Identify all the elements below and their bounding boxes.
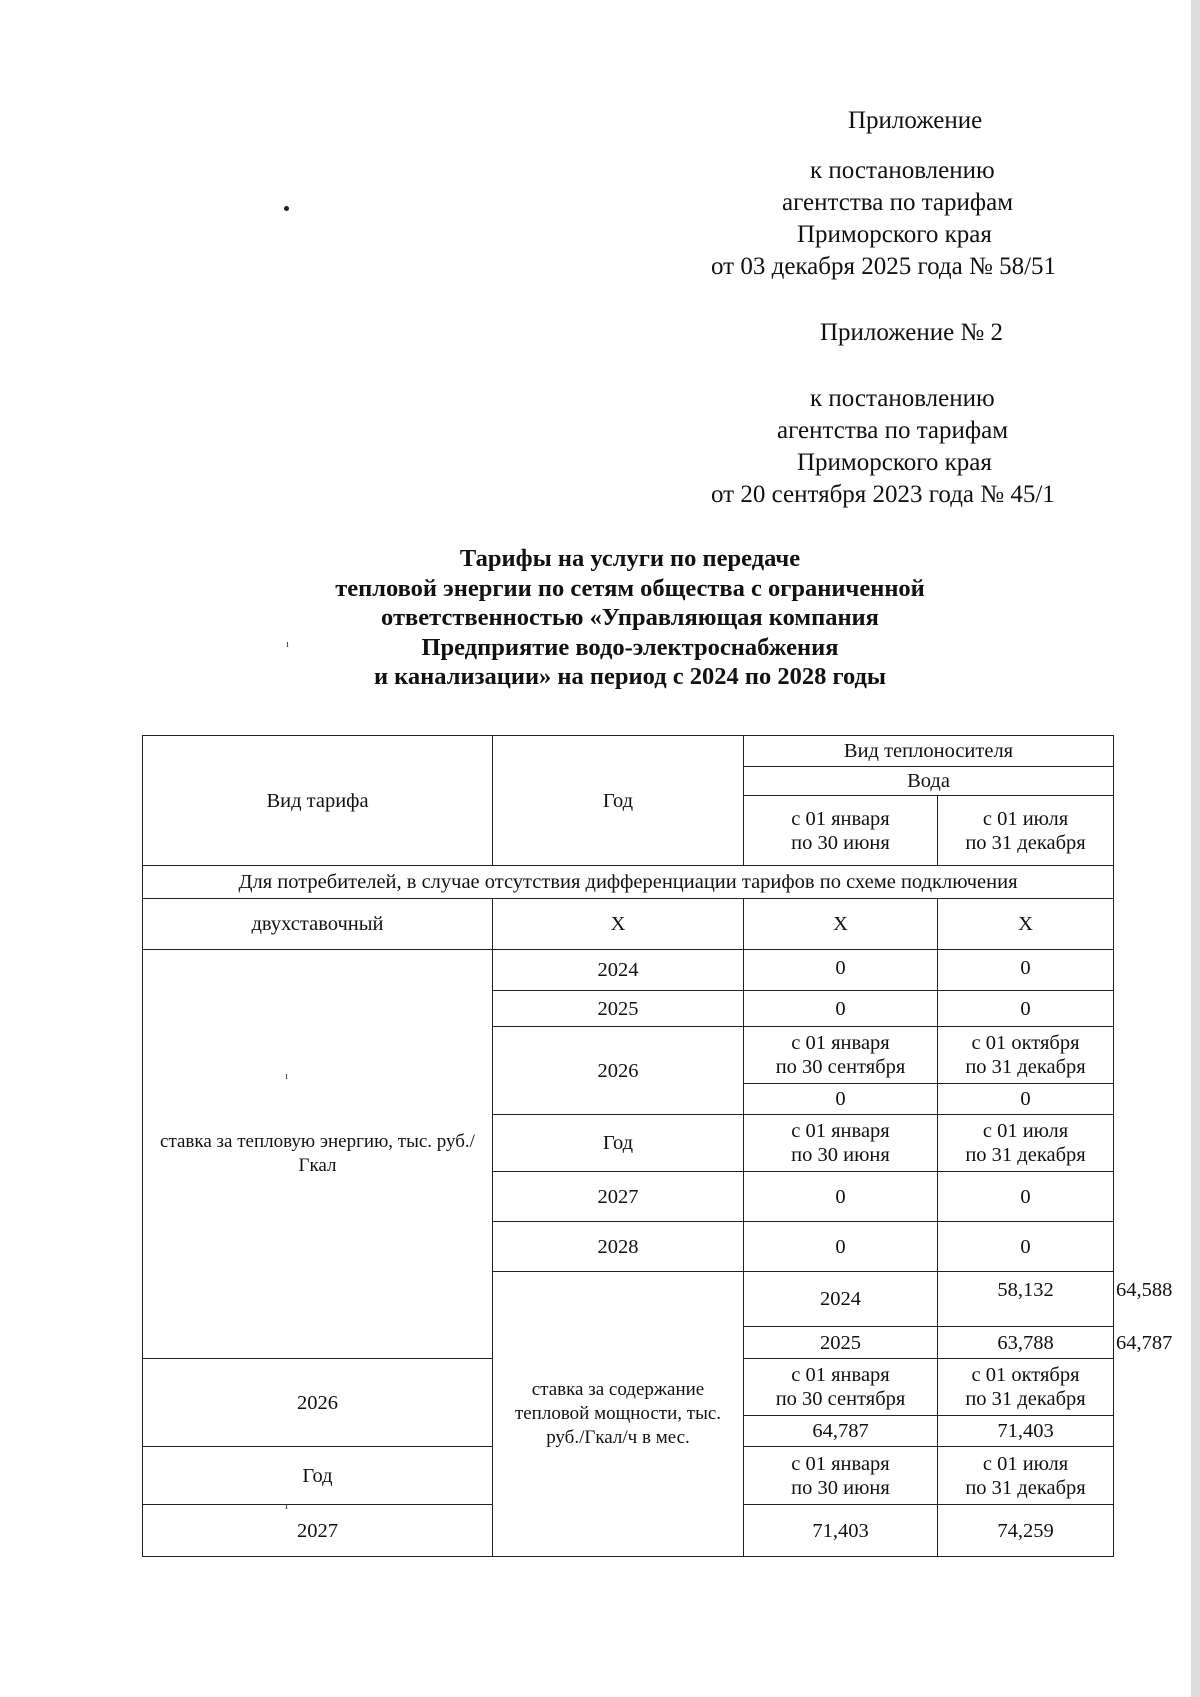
title-line: ответственностью «Управляющая компания — [381, 604, 879, 631]
appendix-title: Приложение № 2 — [820, 319, 1004, 346]
header-carrier: Вид теплоносителя — [744, 736, 1114, 767]
cell-period: с 01 июля по 31 декабря — [938, 1447, 1114, 1505]
row-label-energy-rate: ставка за тепловую энергию, тыс. руб./Гкал — [143, 950, 493, 1359]
cell-year-header: Год — [493, 1115, 744, 1172]
row-label-capacity-rate: ставка за содержание тепловой мощности, тыс. руб./Гкал/ч в мес. — [493, 1272, 744, 1557]
section-title: Для потребителей, в случае отсутствия дифференциации тарифов по схеме подключения — [143, 866, 1114, 899]
scan-edge — [1191, 0, 1200, 1697]
cell-year: 2025 — [493, 991, 744, 1027]
cell-value: 0 — [938, 1172, 1114, 1222]
scan-artifact-tick: ı — [286, 638, 290, 650]
header-year: Год — [493, 736, 744, 866]
appendix-date: от 03 декабря 2025 года № 58/51 — [711, 253, 1057, 280]
appendix-title: Приложение — [848, 107, 983, 134]
scan-artifact-dot — [284, 206, 289, 211]
scan-artifact-tick: ı — [285, 1070, 289, 1082]
appendix-line: Приморского края — [797, 449, 992, 476]
cell-year: 2027 — [493, 1172, 744, 1222]
cell-period: с 01 января по 30 сентября — [744, 1359, 938, 1416]
cell-year: 2027 — [143, 1505, 493, 1557]
cell-value: 74,259 — [938, 1505, 1114, 1557]
cell-value: 0 — [744, 950, 938, 991]
cell-value: Х — [938, 899, 1114, 950]
cell-value: 64,787 — [744, 1416, 938, 1447]
appendix-line: к постановлению — [810, 385, 995, 412]
cell-value: 0 — [938, 991, 1114, 1027]
cell-year: Х — [493, 899, 744, 950]
cell-value: 0 — [744, 991, 938, 1027]
cell-value: 0 — [744, 1172, 938, 1222]
cell-year: 2024 — [493, 950, 744, 991]
cell-value: 71,403 — [938, 1416, 1114, 1447]
title-line: тепловой энергии по сетям общества с ограниченной — [335, 574, 925, 602]
appendix-line: агентства по тарифам — [777, 417, 1009, 444]
header-period-b: с 01 июля по 31 декабря — [938, 796, 1114, 866]
cell-period: с 01 января по 30 июня — [744, 1115, 938, 1172]
cell-value: 0 — [938, 1084, 1114, 1115]
cell-year: 2026 — [493, 1027, 744, 1115]
cell-period: с 01 октября по 31 декабря — [938, 1359, 1114, 1416]
cell-value: Х — [744, 899, 938, 950]
appendix-line: Приморского края — [797, 221, 992, 248]
title-line: и канализации» на период с 2024 по 2028 годы — [373, 663, 887, 690]
tariffs-table: Вид тарифа Год Вид теплоносителя Вода с 01 января по 30 июня с 01 июля по 31 декабря Для потребителей, в случае отсутствия дифференциации тарифов по схеме подключения двухставочный Х Х Х ставка за тепловую энергию, тыс. руб./Гкал 2024 0 0 2025 0 0 2026 с 01 января по 30 сентября с 01 октября по 31 декабря 0 0 Год с 01 января по 30 июня с 01 июля по 31 декабря 2027 0 0 2028 0 0 ставка за содержание тепловой мощности, тыс. руб./Гкал/ч в мес. 2024 58,132 64,588 2025 63,788 64,787 2026 с 01 января по 30 сентября с 01 октября по 31 декабря 64,787 71,403 Год с 01 января по 30 июня с 01 июля по 31 декабря 2027 71,403 74,259 — [142, 735, 1114, 1557]
row-label: двухставочный — [143, 899, 493, 950]
cell-period: с 01 июля по 31 декабря — [938, 1115, 1114, 1172]
cell-year: 2025 — [744, 1327, 938, 1359]
cell-value: 0 — [938, 1222, 1114, 1272]
cell-value: 71,403 — [744, 1505, 938, 1557]
header-tariff-type: Вид тарифа — [143, 736, 493, 866]
appendix-line: агентства по тарифам — [782, 189, 1014, 216]
cell-year-header: Год — [143, 1447, 493, 1505]
title-line: Предприятие водо-электроснабжения — [421, 633, 839, 661]
appendix-line: к постановлению — [810, 157, 995, 184]
cell-year: 2024 — [744, 1272, 938, 1327]
cell-period: с 01 января по 30 сентября — [744, 1027, 938, 1084]
cell-value: 63,788 — [938, 1327, 1114, 1359]
title-line: Тарифы на услуги по передаче — [459, 545, 801, 572]
cell-period: с 01 января по 30 июня — [744, 1447, 938, 1505]
appendix-date: от 20 сентября 2023 года № 45/1 — [711, 481, 1055, 508]
cell-value: 0 — [938, 950, 1114, 991]
scan-artifact-tick: ı — [285, 1500, 289, 1512]
document-title — [180, 544, 1080, 692]
cell-period: с 01 октября по 31 декабря — [938, 1027, 1114, 1084]
header-water: Вода — [744, 767, 1114, 796]
cell-year: 2026 — [143, 1359, 493, 1447]
cell-year: 2028 — [493, 1222, 744, 1272]
cell-value: 58,132 — [938, 1272, 1114, 1327]
cell-value: 0 — [744, 1222, 938, 1272]
header-period-a: с 01 января по 30 июня — [744, 796, 938, 866]
cell-value: 0 — [744, 1084, 938, 1115]
